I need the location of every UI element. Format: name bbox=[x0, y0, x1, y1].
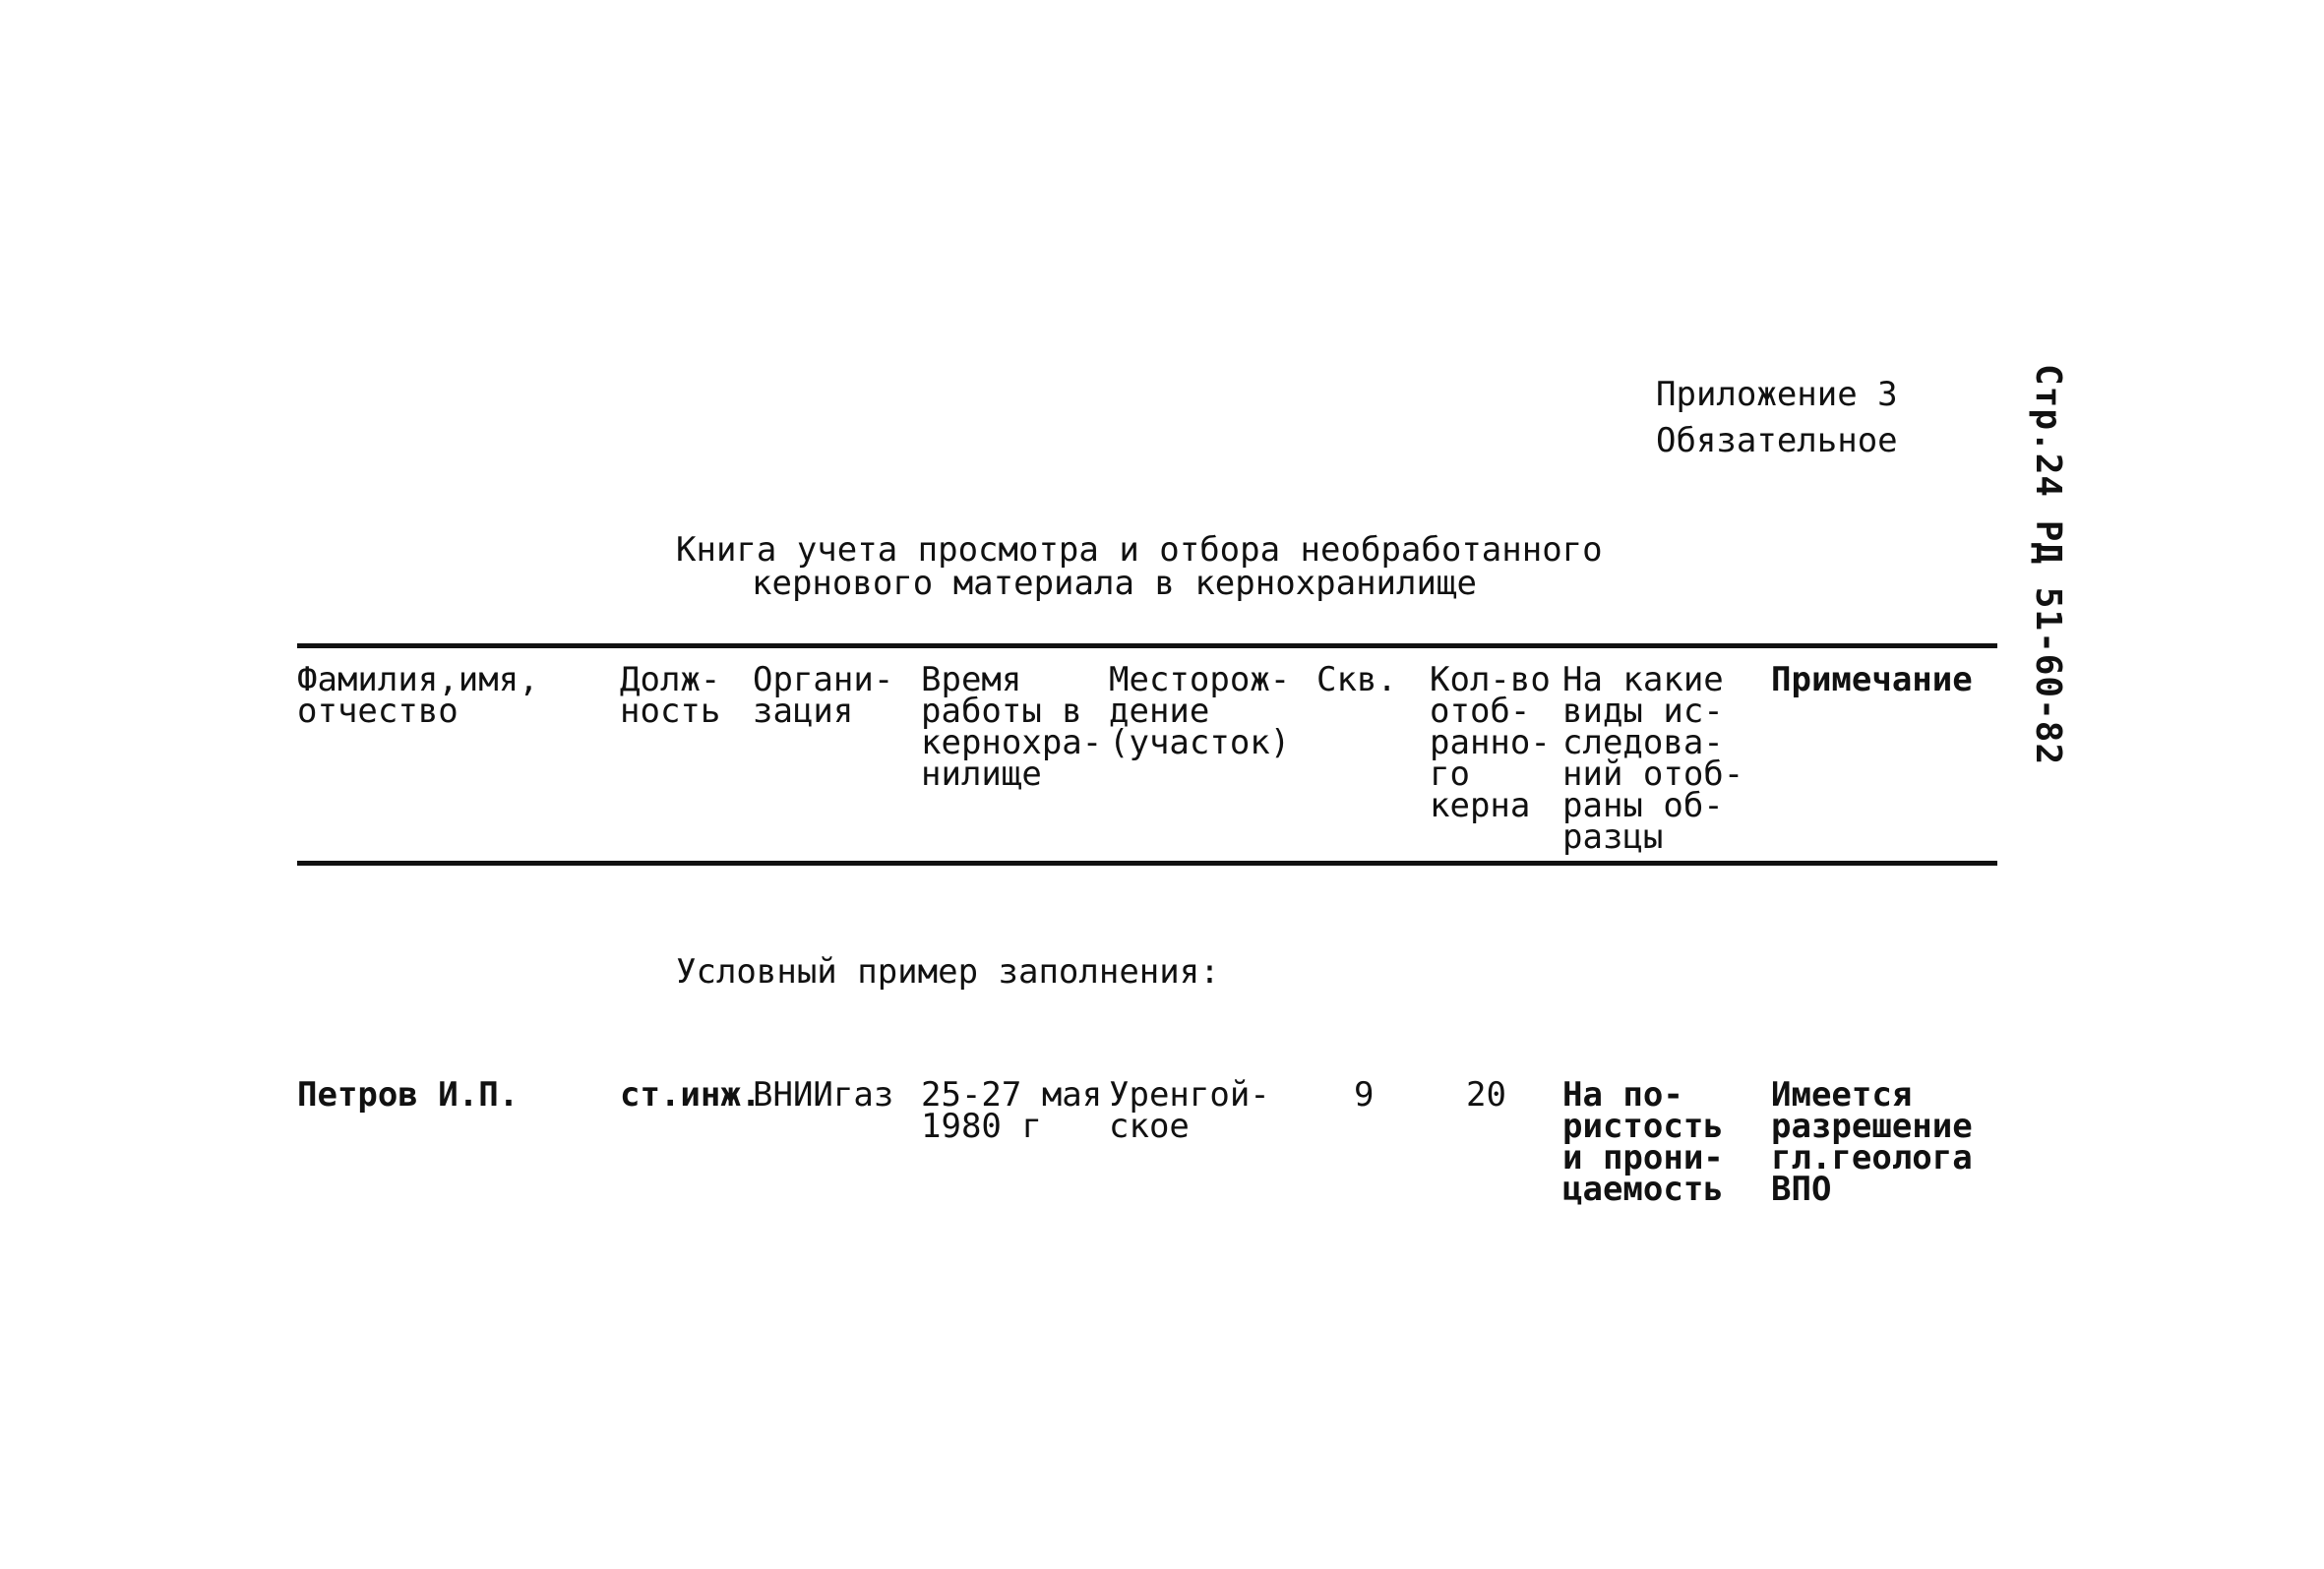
column-header-well: Скв. bbox=[1316, 660, 1397, 699]
example-organization: ВНИИгаз bbox=[753, 1075, 894, 1115]
column-header-position: Долж- ность bbox=[620, 660, 721, 731]
example-core-count: 20 bbox=[1466, 1075, 1506, 1115]
column-header-note: Примечание bbox=[1771, 660, 1973, 699]
example-research: На по- ристость и прони- цаемость bbox=[1562, 1075, 1724, 1209]
column-header-organization: Органи- зация bbox=[753, 660, 894, 731]
example-well: 9 bbox=[1354, 1075, 1375, 1115]
document-title-line-1: Книга учета просмотра и отбора необработанного bbox=[676, 530, 1603, 570]
example-time: 25-27 мая 1980 г bbox=[921, 1075, 1103, 1146]
page-stamp: Стр.24 РД 51-60-82 bbox=[2028, 364, 2068, 766]
column-header-name: Фамилия,имя, отчество bbox=[297, 660, 539, 731]
appendix-status: Обязательное bbox=[1656, 421, 1898, 460]
column-header-research: На какие виды ис- следова- ний отоб- раны об- разцы bbox=[1562, 660, 1744, 857]
example-caption: Условный пример заполнения: bbox=[676, 952, 1220, 992]
table-top-rule bbox=[297, 643, 1997, 648]
appendix-label: Приложение 3 bbox=[1656, 375, 1898, 414]
example-position: ст.инж. bbox=[620, 1075, 762, 1115]
example-note: Имеется разрешение гл.геолога ВПО bbox=[1771, 1075, 1973, 1209]
column-header-core-count: Кол-во отоб- ранно- го керна bbox=[1430, 660, 1551, 825]
column-header-time: Время работы в кернохра- нилище bbox=[921, 660, 1103, 794]
example-field: Уренгой- ское bbox=[1109, 1075, 1270, 1146]
column-header-field: Месторож- дение (участок) bbox=[1109, 660, 1291, 762]
document-title-line-2: кернового материала в кернохранилище bbox=[752, 564, 1477, 603]
example-name: Петров И.П. bbox=[297, 1075, 520, 1115]
table-bottom-rule bbox=[297, 861, 1997, 866]
